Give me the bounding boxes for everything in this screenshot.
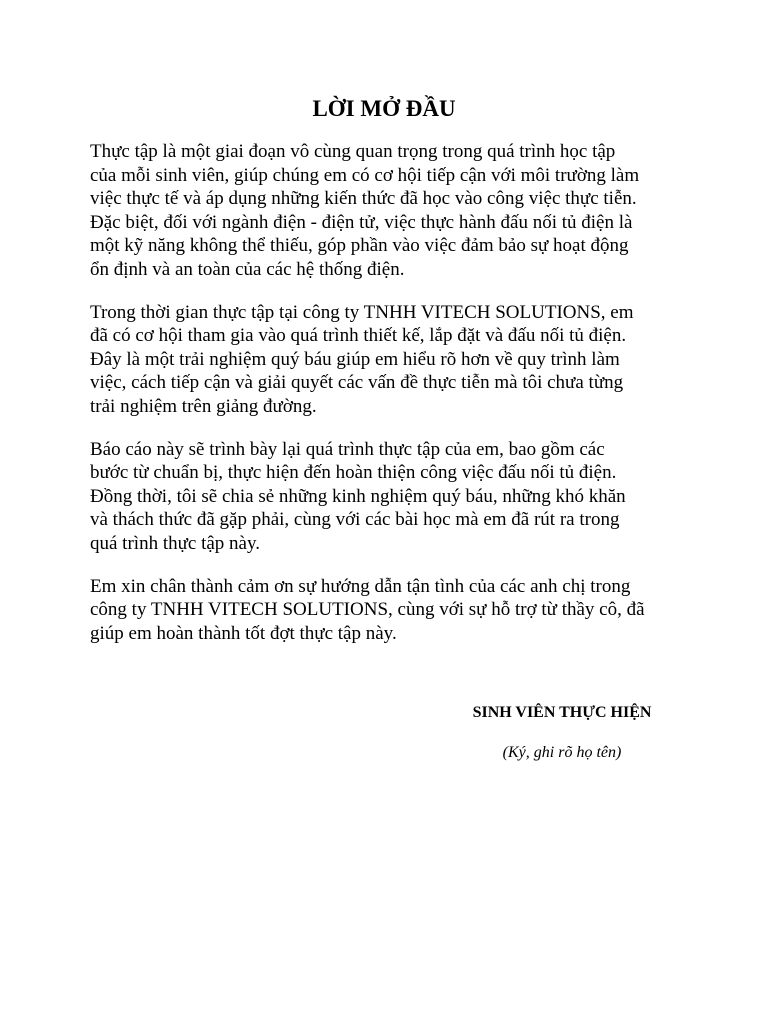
signature-note: (Ký, ghi rõ họ tên) <box>502 744 622 761</box>
signature-label: SINH VIÊN THỰC HIỆN <box>472 704 652 721</box>
paragraph-report: Báo cáo này sẽ trình bày lại quá trình thực tập của em, bao gồm các bước từ chuẩn bị, thực hiện đến hoàn thiện công việc đấu nối tủ điện. Đồng thời, tôi sẽ chia sẻ những kinh nghiệm quý báu, những khó khăn và thách thức đã gặp phải, cùng với các bài học mà em đã rút ra trong quá trình thực tập này. <box>90 438 626 554</box>
document-body <box>90 140 695 664</box>
page-title: LỜI MỞ ĐẦU <box>312 96 456 121</box>
paragraph-intro: Thực tập là một giai đoạn vô cùng quan trọng trong quá trình học tập của mỗi sinh viên, giúp chúng em có cơ hội tiếp cận với môi trường làm việc thực tế và áp dụng những kiến thức đã học vào công việc thực tiễn. Đặc biệt, đối với ngành điện - điện tử, việc thực hành đấu nối tủ điện là một kỹ năng không thể thiếu, góp phần vào việc đảm bảo sự hoạt động ổn định và an toàn của các hệ thống điện. <box>90 141 640 280</box>
paragraph-thanks: Em xin chân thành cảm ơn sự hướng dẫn tận tình của các anh chị trong công ty TNHH VITECH SOLUTIONS, cùng với sự hỗ trợ từ thầy cô, đã giúp em hoàn thành tốt đợt thực tập này. <box>90 575 645 644</box>
signature-block <box>448 702 676 764</box>
paragraph-internship: Trong thời gian thực tập tại công ty TNHH VITECH SOLUTIONS, em đã có cơ hội tham gia vào quá trình thiết kế, lắp đặt và đấu nối tủ điện. Đây là một trải nghiệm quý báu giúp em hiểu rõ hơn về quy trình làm việc, cách tiếp cận và giải quyết các vấn đề thực tiễn mà tôi chưa từng trải nghiệm trên giảng đường. <box>90 301 634 417</box>
